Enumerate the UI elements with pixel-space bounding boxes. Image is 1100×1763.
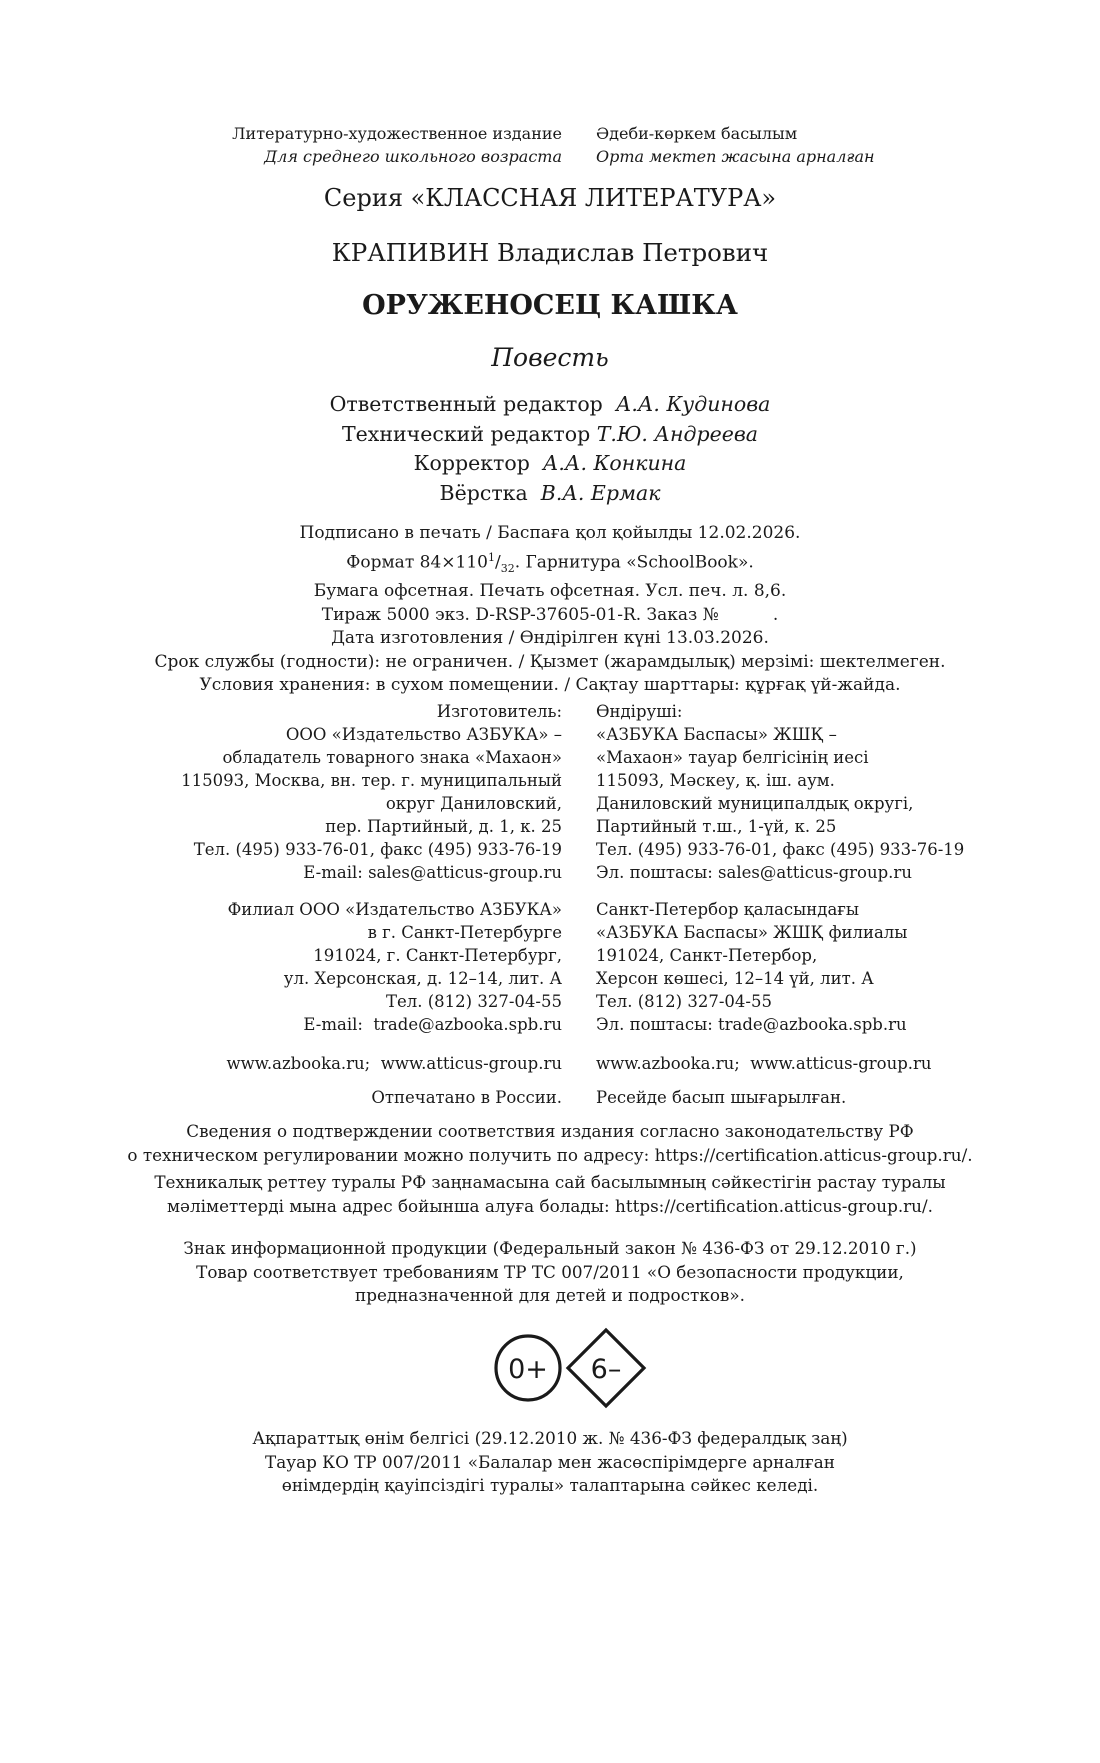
header-right bbox=[596, 122, 875, 168]
staff-role: Вёрстка bbox=[439, 480, 528, 505]
staff-role: Ответственный редактор bbox=[329, 392, 603, 416]
service-life: Срок службы (годности): не ограничен. / Қызмет (жарамдылық) мерзімі: шектелмеген. bbox=[154, 651, 946, 672]
kazakh-sign-line: Тауар КО ТР 007/2011 «Балалар мен жасөспірімдерге арналған bbox=[265, 1451, 835, 1472]
branch-line: Филиал ООО «Издательство АЗБУКА» bbox=[227, 900, 562, 919]
certification-block bbox=[0, 1120, 1100, 1218]
certification-line: Сведения о подтверждении соответствия издания согласно законодательству РФ bbox=[186, 1121, 914, 1141]
age-diamond-text: 6– bbox=[590, 1354, 622, 1385]
edition-type-ru: Литературно-художественное издание bbox=[232, 124, 562, 143]
age-circle-mark bbox=[496, 1336, 560, 1400]
age-circle-text: 0+ bbox=[508, 1354, 548, 1385]
info-sign-block bbox=[0, 1237, 1100, 1308]
certification-line: о техническом регулировании можно получить по адресу: https://certification.atticus-group.ru/. bbox=[127, 1144, 973, 1165]
manufacturer-kz bbox=[596, 700, 964, 884]
manufacturer-line: Өндіруші: bbox=[596, 702, 683, 721]
staff-credits bbox=[0, 390, 1100, 508]
branch-line: Тел. (812) 327-04-55 bbox=[596, 992, 772, 1011]
kazakh-sign-line: Ақпараттық өнім белгісі (29.12.2010 ж. № 436-ФЗ федералдық заң) bbox=[252, 1428, 848, 1448]
branch-line: в г. Санкт-Петербурге bbox=[367, 923, 562, 942]
branch-line: Санкт-Петербор қаласындағы bbox=[596, 900, 860, 919]
branch-line: ул. Херсонская, д. 12–14, лит. А bbox=[283, 969, 562, 988]
manufacturer-line: Партийный т.ш., 1-үй, к. 25 bbox=[596, 817, 837, 836]
branch-line: 191024, Санкт-Петербор, bbox=[596, 946, 818, 965]
info-sign-line: Знак информационной продукции (Федеральный закон № 436-ФЗ от 29.12.2010 г.) bbox=[183, 1238, 917, 1258]
manufacturer-line: «Махаон» тауар белгісінің иесі bbox=[596, 748, 869, 767]
certification-line: мәліметтерді мына адрес бойынша алуға болады: https://certification.atticus-group.ru/. bbox=[167, 1195, 933, 1216]
branch-email: E-mail: trade@azbooka.spb.ru bbox=[303, 1015, 562, 1034]
staff-row bbox=[0, 449, 1100, 479]
staff-role: Технический редактор bbox=[341, 421, 591, 446]
websites-ru: www.azbooka.ru; www.atticus-group.ru bbox=[226, 1054, 562, 1073]
manufacturer-line: 115093, Москва, вн. тер. г. муниципальный bbox=[181, 771, 562, 790]
staff-role: Корректор bbox=[413, 451, 530, 475]
author-name: КРАПИВИН Владислав Петрович bbox=[331, 238, 769, 267]
manufacturer-line: пер. Партийный, д. 1, к. 25 bbox=[325, 817, 562, 836]
staff-row bbox=[0, 390, 1100, 420]
branch-line: 191024, г. Санкт-Петербург, bbox=[313, 946, 562, 965]
branch-kz bbox=[596, 898, 907, 1036]
edition-type-kz: Әдеби-көркем басылым bbox=[596, 124, 798, 143]
run-line: Тираж 5000 экз. D-RSP-37605-01-R. Заказ № . bbox=[321, 604, 779, 625]
manufacturer-ru bbox=[181, 700, 562, 884]
info-sign-line: предназначенной для детей и подростков». bbox=[355, 1285, 745, 1305]
manufacturer-line: ООО «Издательство АЗБУКА» – bbox=[285, 725, 562, 744]
format-line: Формат $84\times 110^1/_{32}$. Гарнитура «SchoolBook». bbox=[346, 550, 754, 575]
age-diamond-mark bbox=[568, 1330, 644, 1406]
format-prefix: Формат 84×110 bbox=[346, 552, 488, 573]
kazakh-sign-line: өнімдердің қауіпсіздігі туралы» талаптарына сәйкес келеді. bbox=[281, 1475, 819, 1495]
branch-line: «АЗБУКА Баспасы» ЖШҚ филиалы bbox=[596, 923, 908, 942]
age-group-kz: Орта мектеп жасына арналған bbox=[596, 147, 875, 166]
paper-line: Бумага офсетная. Печать офсетная. Усл. печ. л. 8,6. bbox=[313, 581, 787, 602]
format-suffix: . Гарнитура «SchoolBook». bbox=[514, 552, 754, 573]
storage-conditions: Условия хранения: в сухом помещении. / Сақтау шарттары: құрғақ үй-жайда. bbox=[199, 675, 901, 696]
staff-name: В.А. Ермак bbox=[540, 480, 661, 505]
signed-to-print: Подписано в печать / Баспаға қол қойылды 12.02.2026. bbox=[299, 523, 801, 543]
manufacturer-line: Даниловский муниципалдық округі, bbox=[596, 794, 914, 813]
certification-line: Техникалық реттеу туралы РФ заңнамасына сай басылымның сәйкестігін растау туралы bbox=[154, 1172, 946, 1192]
manufacturer-line: 115093, Мәскеу, қ. іш. аум. bbox=[596, 771, 835, 790]
book-title: ОРУЖЕНОСЕЦ КАШКА bbox=[362, 290, 738, 321]
branch-email: Эл. поштасы: trade@azbooka.spb.ru bbox=[596, 1015, 907, 1034]
print-info bbox=[0, 522, 1100, 698]
staff-name: Т.Ю. Андреева bbox=[596, 421, 758, 446]
info-sign-line: Товар соответствует требованиям ТР ТС 007/2011 «О безопасности продукции, bbox=[196, 1261, 904, 1282]
printed-kz: Ресейде басып шығарылған. bbox=[596, 1088, 847, 1107]
manufacturer-email: Эл. поштасы: sales@atticus-group.ru bbox=[596, 863, 912, 882]
manufacturer-line: Тел. (495) 933-76-01, факс (495) 933-76-19 bbox=[193, 840, 562, 859]
series-title: Серия «КЛАССНАЯ ЛИТЕРАТУРА» bbox=[323, 184, 777, 212]
manufacturer-line: округ Даниловский, bbox=[385, 794, 562, 813]
genre-label: Повесть bbox=[491, 343, 609, 372]
manufacturer-line: обладатель товарного знака «Махаон» bbox=[222, 748, 562, 767]
printed-ru: Отпечатано в России. bbox=[371, 1088, 562, 1107]
staff-row bbox=[0, 479, 1100, 509]
manufacturer-line: Изготовитель: bbox=[436, 702, 562, 721]
kazakh-sign-block bbox=[0, 1427, 1100, 1498]
manufacturer-line: Тел. (495) 933-76-01, факс (495) 933-76-19 bbox=[596, 840, 965, 859]
format-sup: 1 bbox=[487, 550, 495, 564]
format-sub: 32 bbox=[500, 561, 515, 575]
branch-line: Тел. (812) 327-04-55 bbox=[386, 992, 562, 1011]
branch-line: Херсон көшесі, 12–14 үй, лит. А bbox=[596, 969, 874, 988]
age-marks bbox=[493, 1326, 673, 1410]
websites-kz: www.azbooka.ru; www.atticus-group.ru bbox=[596, 1054, 932, 1073]
age-group-ru: Для среднего школьного возраста bbox=[264, 147, 562, 166]
manufacturer-line: «АЗБУКА Баспасы» ЖШҚ – bbox=[596, 725, 837, 744]
made-date: Дата изготовления / Өндірілген күні 13.03.2026. bbox=[331, 628, 769, 649]
staff-row bbox=[0, 420, 1100, 450]
branch-ru bbox=[228, 898, 562, 1036]
staff-name: А.А. Кудинова bbox=[615, 392, 771, 416]
header-left bbox=[232, 122, 562, 168]
manufacturer-email: E-mail: sales@atticus-group.ru bbox=[303, 863, 562, 882]
staff-name: А.А. Конкина bbox=[542, 451, 687, 475]
